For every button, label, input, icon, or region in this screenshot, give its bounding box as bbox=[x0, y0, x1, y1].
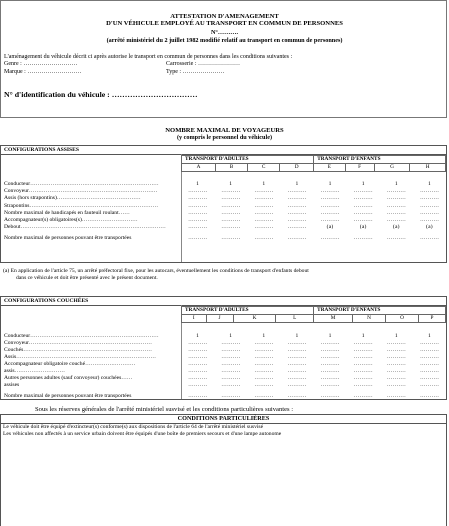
lying-cell: ………. bbox=[188, 354, 208, 360]
lying-cell: 1 bbox=[328, 333, 332, 339]
lying-row-label: Assis………………………………………………………………… bbox=[4, 354, 156, 360]
lying-cell: ………. bbox=[287, 382, 307, 388]
marque-field bbox=[4, 69, 81, 75]
lying-row-label: Convoyeur………………………………………………………… bbox=[4, 340, 152, 346]
lying-cell: ………. bbox=[353, 393, 373, 399]
seated-cell: ………. bbox=[320, 188, 340, 195]
seated-cell: ………. bbox=[254, 188, 274, 195]
seated-cell: 1 bbox=[262, 181, 266, 187]
certificate-number: N°………. bbox=[210, 29, 239, 36]
lying-cell: ………. bbox=[188, 382, 208, 388]
seated-col-g: G bbox=[374, 164, 410, 172]
marque-value: ……………………… bbox=[27, 69, 82, 75]
lying-cell: ………. bbox=[419, 368, 439, 374]
lying-col-p: P bbox=[418, 315, 445, 323]
seated-cell: ………. bbox=[386, 235, 406, 242]
seated-grid bbox=[181, 155, 446, 172]
seated-cell: 1 bbox=[361, 181, 365, 187]
lying-cell: ………. bbox=[320, 347, 340, 353]
lying-cell: ………. bbox=[221, 382, 241, 388]
seated-cell: ………. bbox=[419, 195, 439, 202]
seated-row-label: Nombre maximal de handicapés en fauteuil roulant…… bbox=[4, 209, 130, 216]
lying-cell: ………. bbox=[188, 393, 208, 399]
seated-cell: ………. bbox=[353, 209, 373, 216]
seated-children-header: TRANSPORT D'ENFANTS bbox=[314, 156, 446, 164]
seated-config-title: CONFIGURATIONS ASSISES bbox=[1, 146, 446, 155]
seated-cell: ………. bbox=[287, 224, 307, 231]
seated-cell: ………. bbox=[386, 217, 406, 223]
seated-row-label: Assis (hors strapontins)……………………………………… bbox=[4, 195, 141, 202]
lying-cell: ………. bbox=[254, 361, 274, 367]
lying-row-label: Accompagnateur obligatoire couché……………………… bbox=[4, 361, 136, 367]
seated-cell: ………. bbox=[188, 209, 208, 216]
lying-cell: ………. bbox=[353, 361, 373, 367]
max-title: NOMBRE MAXIMAL DE VOYAGEURS bbox=[165, 127, 284, 134]
lying-cell: ………. bbox=[254, 382, 274, 388]
seated-cell: ………. bbox=[287, 188, 307, 195]
lying-cell: ………. bbox=[287, 347, 307, 353]
lying-col-k: K bbox=[233, 315, 276, 323]
lying-cell: ………. bbox=[386, 347, 406, 353]
seated-col-e: E bbox=[314, 164, 345, 172]
lying-cell: ………. bbox=[353, 347, 373, 353]
lying-col-o: O bbox=[386, 315, 419, 323]
lying-cell: ………. bbox=[188, 368, 208, 374]
lying-cell: ………. bbox=[353, 368, 373, 374]
seated-cell: ………. bbox=[188, 195, 208, 202]
type-field bbox=[166, 69, 225, 75]
lying-cell: ………. bbox=[320, 382, 340, 388]
seated-cell: ………. bbox=[353, 188, 373, 195]
lying-cell: ………. bbox=[287, 375, 307, 381]
seated-cell: (a) bbox=[326, 224, 334, 231]
title-line-2: D'UN VÉHICULE EMPLOYÉ AU TRANSPORT EN COMMUN DE PERSONNES bbox=[106, 20, 343, 27]
max-subtitle: (y compris le personnel du véhicule) bbox=[176, 134, 273, 141]
lying-row-label: assis……………………… bbox=[4, 368, 65, 374]
seated-cell: ………. bbox=[386, 202, 406, 209]
lying-cell: ………. bbox=[221, 368, 241, 374]
carrosserie-value: ………………… bbox=[198, 61, 240, 67]
seated-cell: ………. bbox=[287, 202, 307, 209]
lying-cell: ………. bbox=[188, 361, 208, 367]
lying-config-title: CONFIGURATIONS COUCHÉES bbox=[1, 297, 446, 306]
seated-cell: 1 bbox=[295, 181, 299, 187]
vehicle-id-label: N° d'identification du véhicule : bbox=[4, 90, 110, 99]
lying-cell: ………. bbox=[221, 354, 241, 360]
seated-col-f: F bbox=[345, 164, 374, 172]
lying-grid bbox=[181, 306, 446, 323]
seated-cell: ………. bbox=[254, 224, 274, 231]
lying-cell: ………. bbox=[386, 354, 406, 360]
seated-row-label: Accompagnateur(s) obligatoires(s)………………………… bbox=[4, 217, 138, 223]
seated-cell: ………. bbox=[320, 195, 340, 202]
lying-adults-header: TRANSPORT D'ADULTES bbox=[182, 307, 314, 315]
lying-col-n: N bbox=[353, 315, 386, 323]
lying-cell: ………. bbox=[353, 354, 373, 360]
seated-cell: ………. bbox=[188, 224, 208, 231]
seated-row-label: Conducteur…………………………………………………………… bbox=[4, 181, 159, 187]
title-line-1: ATTESTATION D'AMENAGEMENT bbox=[170, 13, 279, 20]
seated-cell: ………. bbox=[221, 217, 241, 223]
seated-cell: ………. bbox=[188, 235, 208, 242]
lying-cell: 1 bbox=[394, 333, 398, 339]
conditions-intro: Sous les réserves générales de l'arrêté ministériel susvisé et les conditions particulières suivantes : bbox=[35, 406, 294, 413]
lying-cell: ………. bbox=[419, 382, 439, 388]
lying-cell: ………. bbox=[287, 368, 307, 374]
seated-col-h: H bbox=[410, 164, 446, 172]
lying-cell: ………. bbox=[221, 347, 241, 353]
seated-cell: ………. bbox=[221, 224, 241, 231]
lying-cell: ………. bbox=[320, 368, 340, 374]
seated-cell: ………. bbox=[287, 217, 307, 223]
seated-cell: 1 bbox=[229, 181, 233, 187]
seated-cell: 1 bbox=[328, 181, 332, 187]
lying-cell: ………. bbox=[221, 375, 241, 381]
type-value: ………………… bbox=[182, 69, 225, 75]
seated-cell: ………. bbox=[320, 235, 340, 242]
lying-cell: ………. bbox=[419, 340, 439, 346]
lying-cell: 1 bbox=[262, 333, 266, 339]
seated-cell: ………. bbox=[221, 195, 241, 202]
seated-cell: ………. bbox=[419, 202, 439, 209]
lying-cell: 1 bbox=[196, 333, 200, 339]
lying-cell: ………. bbox=[320, 361, 340, 367]
lying-row-label: assises bbox=[4, 382, 20, 388]
lying-cell: ………. bbox=[188, 347, 208, 353]
seated-cell: (a) bbox=[426, 224, 433, 231]
carrosserie-label: Carrosserie : bbox=[166, 61, 197, 67]
lying-cell: 1 bbox=[361, 333, 365, 339]
genre-label: Genre : bbox=[4, 61, 22, 67]
seated-cell: ………. bbox=[353, 217, 373, 223]
lying-col-j: J bbox=[206, 315, 233, 323]
seated-cell: ………. bbox=[320, 217, 340, 223]
seated-cell: ………. bbox=[254, 217, 274, 223]
seated-cell: ………. bbox=[419, 235, 439, 242]
seated-cell: ………. bbox=[419, 217, 439, 223]
vehicle-id-value: …………………………… bbox=[111, 90, 198, 99]
seated-cell: ………. bbox=[188, 188, 208, 195]
lying-cell: ………. bbox=[188, 375, 208, 381]
seated-row-label: Strapontins…………………………………………………………… bbox=[4, 202, 159, 209]
seated-cell: ………. bbox=[188, 217, 208, 223]
seated-col-a: A bbox=[182, 164, 216, 172]
seated-adults-header: TRANSPORT D'ADULTES bbox=[182, 156, 314, 164]
lying-row-label: Nombre maximal de personnes pouvant être transportées bbox=[4, 393, 132, 399]
lying-cell: ………. bbox=[254, 347, 274, 353]
seated-cell: ………. bbox=[254, 195, 274, 202]
seated-note-line-1: (a) En application de l'article 75, un arrêté préfectoral fixe, pour les autocars, éventuellement les conditions de transport d'enfants debout bbox=[3, 268, 309, 274]
lying-cell: ………. bbox=[353, 340, 373, 346]
lying-cell: ………. bbox=[320, 354, 340, 360]
seated-col-b: B bbox=[216, 164, 248, 172]
lying-cell: ………. bbox=[254, 368, 274, 374]
lying-cell: ………. bbox=[386, 361, 406, 367]
lying-row-label: Couchés…………………………………………………………… bbox=[4, 347, 152, 353]
seated-cell: ………. bbox=[353, 195, 373, 202]
type-label: Type : bbox=[166, 69, 182, 75]
carrosserie-field bbox=[166, 61, 240, 67]
seated-cell: ………. bbox=[287, 195, 307, 202]
lying-cell: ………. bbox=[353, 375, 373, 381]
conditions-line-1: Le véhicule doit être équipé d'extincteur(s) conforme(s) aux dispositions de l'article 64 de l'arrêté ministériel susvisé bbox=[3, 424, 264, 430]
lying-cell: ………. bbox=[287, 361, 307, 367]
seated-cell: ………. bbox=[386, 188, 406, 195]
seated-cell: (a) bbox=[392, 224, 400, 231]
lying-cell: ………. bbox=[386, 393, 406, 399]
seated-cell: ………. bbox=[221, 209, 241, 216]
lying-col-l: L bbox=[276, 315, 314, 323]
seated-cell: ………. bbox=[287, 235, 307, 242]
seated-cell: ………. bbox=[320, 209, 340, 216]
lying-cell: ………. bbox=[386, 382, 406, 388]
seated-cell: ………. bbox=[221, 235, 241, 242]
lying-cell: ………. bbox=[419, 354, 439, 360]
lying-cell: 1 bbox=[295, 333, 299, 339]
seated-cell: 1 bbox=[196, 181, 200, 187]
lying-cell: 1 bbox=[427, 333, 431, 339]
marque-label: Marque : bbox=[4, 69, 26, 75]
lying-cell: ………. bbox=[287, 354, 307, 360]
seated-cell: (a) bbox=[359, 224, 367, 231]
seated-cell: ………. bbox=[254, 235, 274, 242]
seated-row-label: Nombre maximal de personnes pouvant être transportées bbox=[4, 235, 132, 242]
seated-cell: ………. bbox=[254, 209, 274, 216]
seated-cell: 1 bbox=[394, 181, 398, 187]
seated-row-label: Convoyeur…………………………………………………………… bbox=[4, 188, 158, 195]
seated-cell: ………. bbox=[353, 202, 373, 209]
seated-cell: ………. bbox=[320, 202, 340, 209]
lying-cell: ………. bbox=[287, 393, 307, 399]
lying-cell: ………. bbox=[221, 340, 241, 346]
lying-cell: ………. bbox=[419, 361, 439, 367]
lying-cell: ………. bbox=[254, 393, 274, 399]
conditions-title: CONDITIONS PARTICULIÈRES bbox=[1, 415, 446, 424]
lying-cell: ………. bbox=[419, 375, 439, 381]
lying-cell: ………. bbox=[221, 393, 241, 399]
lying-children-header: TRANSPORT D'ENFANTS bbox=[314, 307, 446, 315]
seated-cell: ………. bbox=[386, 209, 406, 216]
seated-cell: 1 bbox=[427, 181, 431, 187]
seated-cell: ………. bbox=[254, 202, 274, 209]
lying-cell: ………. bbox=[320, 375, 340, 381]
decree-reference: (arrêté ministériel du 2 juillet 1982 modifié relatif au transport en commun de personnes) bbox=[106, 37, 343, 44]
lying-cell: ………. bbox=[254, 340, 274, 346]
lying-cell: ………. bbox=[287, 340, 307, 346]
lying-row-label: Conducteur…………………………………………………………… bbox=[4, 333, 159, 339]
lying-cell: 1 bbox=[229, 333, 233, 339]
lying-cell: ………. bbox=[419, 393, 439, 399]
lying-cell: ………. bbox=[419, 347, 439, 353]
lying-cell: ………. bbox=[221, 361, 241, 367]
lying-cell: ………. bbox=[353, 382, 373, 388]
intro-text: L'aménagement du véhicule décrit ci après autorise le transport en commun de personnes dans les conditions suivantes : bbox=[4, 54, 293, 60]
conditions-line-2: Les véhicules non affectés à un service urbain doivent être équipés d'une boîte de premiers secours et d'une lampe autonome bbox=[3, 431, 282, 437]
seated-cell: ………. bbox=[386, 195, 406, 202]
lying-cell: ………. bbox=[320, 340, 340, 346]
seated-cell: ………. bbox=[221, 188, 241, 195]
lying-col-m: M bbox=[314, 315, 353, 323]
seated-cell: ………. bbox=[419, 188, 439, 195]
lying-cell: ………. bbox=[386, 368, 406, 374]
genre-field bbox=[4, 61, 77, 67]
seated-cell: ………. bbox=[221, 202, 241, 209]
lying-cell: ………. bbox=[254, 375, 274, 381]
lying-col-i: I bbox=[182, 315, 207, 323]
seated-cell: ………. bbox=[419, 209, 439, 216]
seated-col-d: D bbox=[280, 164, 314, 172]
seated-cell: ………. bbox=[188, 202, 208, 209]
lying-cell: ………. bbox=[254, 354, 274, 360]
lying-cell: ………. bbox=[386, 375, 406, 381]
seated-row-label: Debout…………………………………………………………………… bbox=[4, 224, 166, 231]
lying-cell: ………. bbox=[320, 393, 340, 399]
lying-row-label: Autres personnes adultes (sauf convoyeur) couchées…… bbox=[4, 375, 133, 381]
vehicle-id-field bbox=[4, 90, 198, 99]
seated-cell: ………. bbox=[353, 235, 373, 242]
genre-value: ……………………… bbox=[23, 61, 78, 67]
seated-col-c: C bbox=[248, 164, 280, 172]
seated-note-line-2: dans ce véhicule et doit être présenté avec le présent document. bbox=[16, 275, 158, 281]
lying-cell: ………. bbox=[386, 340, 406, 346]
lying-cell: ………. bbox=[188, 340, 208, 346]
seated-cell: ………. bbox=[287, 209, 307, 216]
